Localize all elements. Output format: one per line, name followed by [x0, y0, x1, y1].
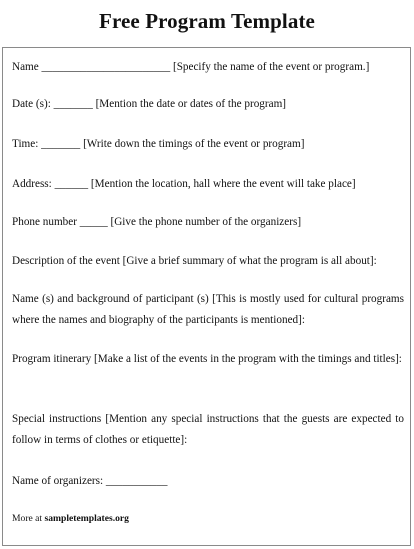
footer-credit: [12, 513, 129, 524]
field-time: Time: _______ [Write down the timings of the event or program]: [12, 138, 305, 150]
field-special-instructions: Special instructions [Mention any special instructions that the guests are expected to follow in terms of clothes or etiquette]:: [12, 413, 404, 446]
field-organizers: Name of organizers: ___________: [12, 475, 168, 487]
field-address: Address: ______ [Mention the location, hall where the event will take place]: [12, 178, 356, 190]
field-participants: Name (s) and background of participant (s) [This is mostly used for cultural programs where the names and biography of the participants is mentioned]:: [12, 293, 404, 326]
field-date: Date (s): _______ [Mention the date or dates of the program]: [12, 98, 287, 110]
footer-site-link[interactable]: sampletemplates.org: [44, 513, 129, 524]
field-phone: Phone number _____ [Give the phone number of the organizers]: [12, 216, 302, 228]
footer-prefix: More at: [12, 513, 45, 524]
field-itinerary: Program itinerary [Make a list of the events in the program with the timings and titles]:: [12, 353, 402, 365]
field-name: Name _______________________ [Specify the name of the event or program.]: [12, 61, 370, 73]
page-title: Free Program Template: [99, 9, 315, 33]
field-description: Description of the event [Give a brief summary of what the program is all about]:: [12, 255, 377, 267]
